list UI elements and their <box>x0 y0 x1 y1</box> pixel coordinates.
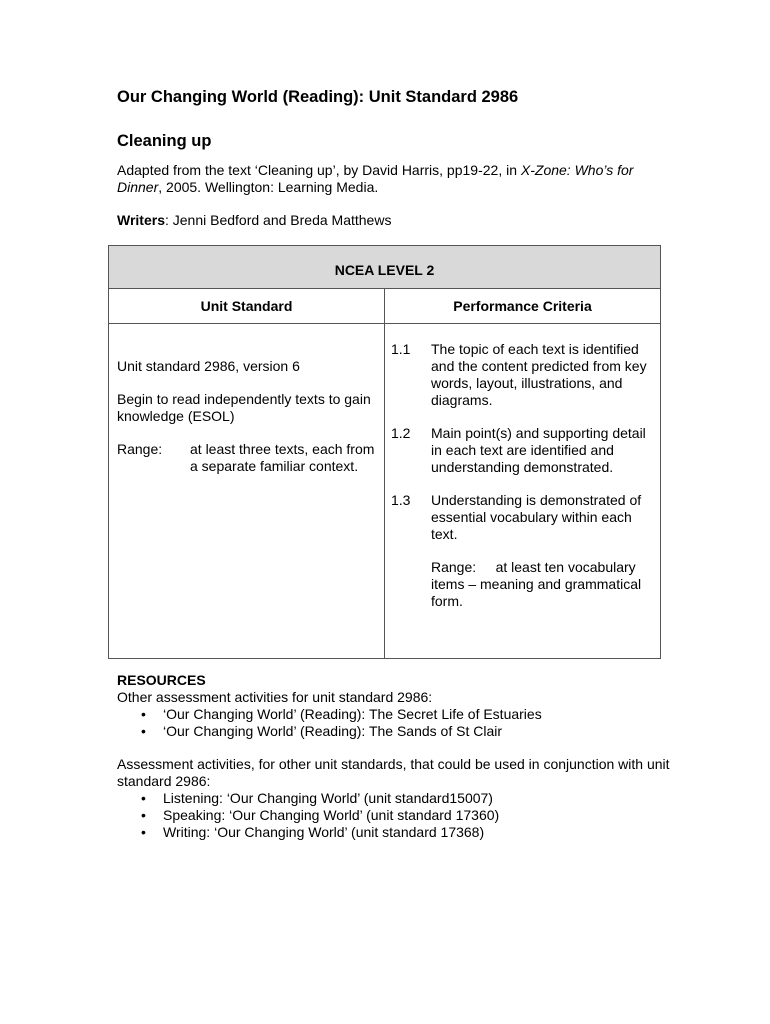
list-item <box>117 706 677 723</box>
unit-range <box>117 441 376 475</box>
resources-heading: RESOURCES <box>117 672 206 688</box>
writers-names: : Jenni Bedford and Breda Matthews <box>164 212 392 228</box>
bullet-icon: • <box>141 824 146 840</box>
source-citation <box>117 162 677 196</box>
list-item-text: Listening: ‘Our Changing World’ (unit standard15007) <box>163 790 493 806</box>
unit-standard-header: Unit Standard <box>109 289 385 324</box>
criterion-text <box>431 492 652 610</box>
criterion-range: Range: at least ten vocabulary items – meaning and grammatical form. <box>431 559 645 609</box>
list-item <box>117 807 677 824</box>
writers-label: Writers <box>117 212 165 228</box>
ncea-level-heading: NCEA LEVEL 2 <box>109 246 661 289</box>
unit-standard-version: Unit standard 2986, version 6 <box>117 358 300 374</box>
unit-standard-description: Begin to read independently texts to gain knowledge (ESOL) <box>117 391 371 424</box>
list-item-text: ‘Our Changing World’ (Reading): The Sands of St Clair <box>163 723 503 739</box>
list-item-text: Writing: ‘Our Changing World’ (unit standard 17368) <box>163 824 485 840</box>
resources-intro-2: Assessment activities, for other unit standards, that could be used in conjunction with unit standard 2986: <box>117 756 670 789</box>
citation-prefix: Adapted from the text ‘Cleaning up’, by David Harris, pp19-22, in <box>117 162 521 178</box>
list-item <box>117 723 677 740</box>
list-item <box>117 790 677 807</box>
resources-intro-1: Other assessment activities for unit standard 2986: <box>117 689 433 705</box>
bullet-icon: • <box>141 790 146 806</box>
criterion-number: 1.3 <box>391 492 411 508</box>
list-item-text: ‘Our Changing World’ (Reading): The Secret Life of Estuaries <box>163 706 542 722</box>
citation-book-title: X-Zone: Who’s for Dinner <box>117 162 634 195</box>
criteria-cell <box>385 324 661 659</box>
section-title: Cleaning up <box>117 132 212 150</box>
writers-line <box>117 212 391 228</box>
related-standards-list <box>117 790 677 841</box>
document-title: Our Changing World (Reading): Unit Standard 2986 <box>117 88 519 106</box>
ncea-table <box>108 245 661 659</box>
criterion-item <box>391 341 652 409</box>
criterion-item <box>391 425 652 476</box>
other-activities-list <box>117 706 677 740</box>
bullet-icon: • <box>141 706 146 722</box>
bullet-icon: • <box>141 723 146 739</box>
resources-section <box>117 672 677 841</box>
criterion-text-main: Understanding is demonstrated of essential vocabulary within each text. <box>431 492 642 542</box>
criterion-number: 1.2 <box>391 425 411 441</box>
range-text: at least three texts, each from a separate familiar context. <box>190 441 375 474</box>
performance-criteria-header: Performance Criteria <box>385 289 661 324</box>
list-item-text: Speaking: ‘Our Changing World’ (unit standard 17360) <box>163 807 500 823</box>
list-item <box>117 824 677 841</box>
criterion-text: The topic of each text is identified and the content predicted from key words, layout, illustrations, and diagrams. <box>431 341 647 408</box>
unit-standard-cell <box>109 324 385 659</box>
criterion-item <box>391 492 652 610</box>
bullet-icon: • <box>141 807 146 823</box>
criterion-text: Main point(s) and supporting detail in each text are identified and understanding demonstrated. <box>431 425 646 475</box>
criterion-number: 1.1 <box>391 341 411 357</box>
range-label: Range: <box>117 441 163 457</box>
citation-suffix: , 2005. Wellington: Learning Media. <box>158 179 379 195</box>
